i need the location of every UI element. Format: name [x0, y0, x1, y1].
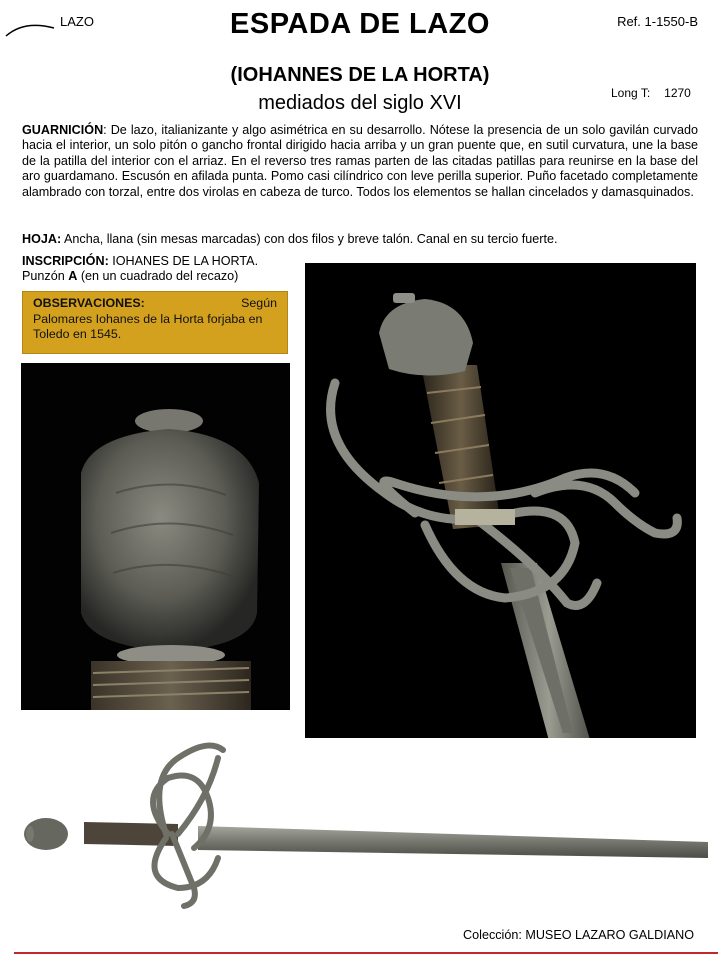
page-title: ESPADA DE LAZO — [230, 8, 490, 40]
guarnicion-text: : De lazo, italianizante y algo asimétrica en su desarrollo. Nótese la presencia de un solo gavilán curvado hacia el interior, un solo pitón o gancho frontal dirigido hacia arriba y un gran puente que, en sutil curvatura, une la base de la patilla del interior con el arriaz. En el reverso tres ramas parten de las citadas patillas para reunirse en la base del aro guardamano. Escusón en afilada punta. Pomo casi cilíndrico con leve perilla superior. Puño facetado completamente alambrado con torzal, entre dos virolas en cabeza de turco. Todos los elementos se hallan cincelados y damasquinados. — [22, 123, 698, 199]
punzon-mark: A — [68, 269, 78, 284]
collection-credit: Colección: MUSEO LAZARO GALDIANO — [463, 928, 694, 942]
hilt-photo — [305, 263, 696, 763]
bottom-rule — [14, 952, 718, 954]
inscripcion-paragraph — [22, 254, 302, 285]
guarnicion-label: GUARNICIÓN — [22, 123, 104, 137]
observaciones-label: OBSERVACIONES: — [33, 296, 145, 310]
length-value: 1270 — [664, 86, 691, 100]
inscripcion-text: IOHANES DE LA HORTA. — [108, 254, 259, 268]
observaciones-box — [22, 291, 288, 354]
guarnicion-paragraph — [22, 123, 698, 200]
observaciones-text: Palomares Iohanes de la Horta forjaba en Toledo en 1545. — [33, 311, 263, 341]
maker-subtitle: (IOHANNES DE LA HORTA) — [230, 64, 490, 86]
hoja-label: HOJA: — [22, 232, 62, 246]
reference-number: Ref. 1-1550-B — [617, 14, 698, 29]
date-line: mediados del siglo XVI — [258, 92, 462, 114]
observaciones-first-word: Según — [241, 296, 277, 310]
length-label: Long T: — [611, 86, 651, 100]
punzon-suffix: (en un cuadrado del recazo) — [77, 269, 239, 284]
punzon-prefix: Punzón — [22, 269, 69, 284]
inscripcion-label: INSCRIPCIÓN: — [22, 254, 109, 268]
hoja-text: Ancha, llana (sin mesas marcadas) con dos filos y breve talón. Canal en su tercio fuerte. — [61, 232, 558, 246]
hoja-paragraph — [22, 232, 698, 247]
category-label: LAZO — [60, 14, 94, 29]
pommel-closeup-photo — [21, 363, 290, 710]
length-info — [611, 86, 691, 100]
full-sword-photo — [18, 738, 708, 910]
